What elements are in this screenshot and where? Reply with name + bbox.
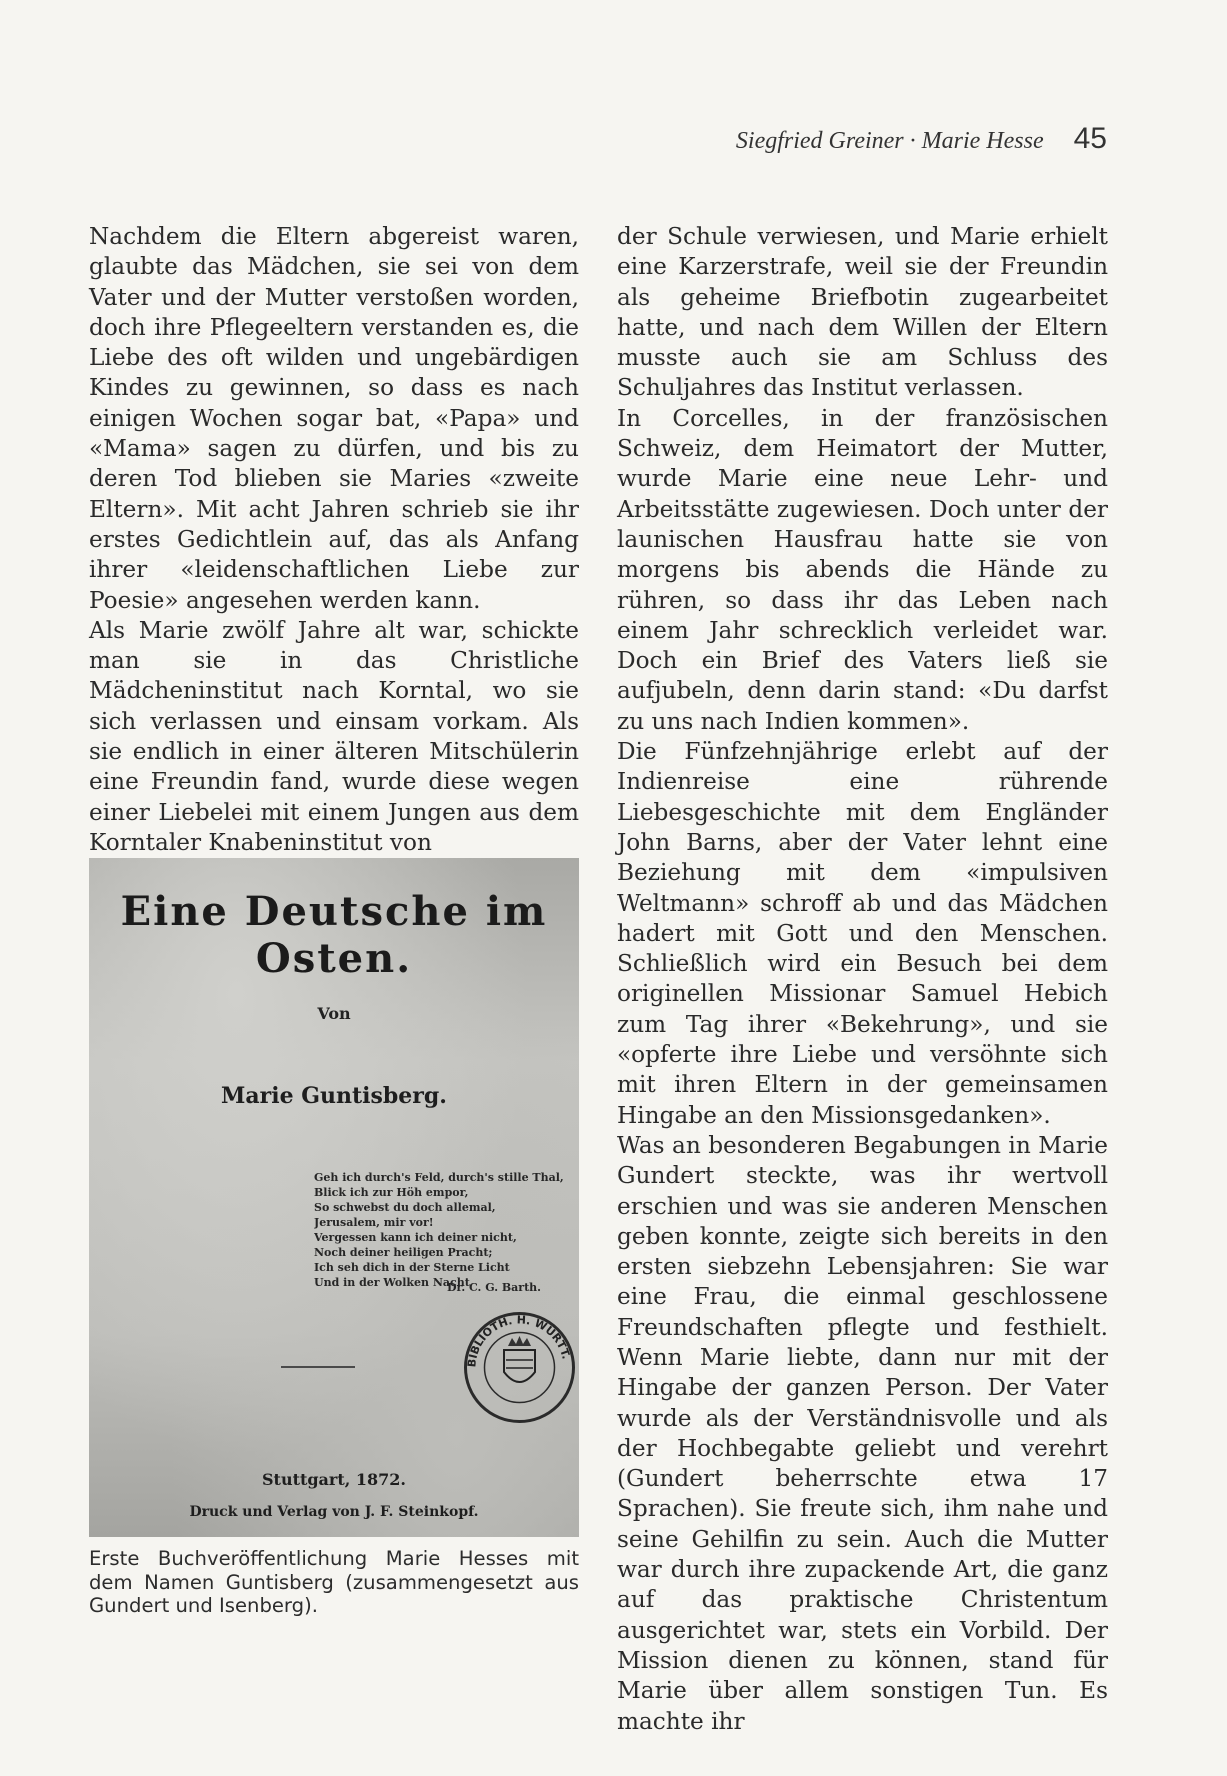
- scan-von: Von: [317, 1004, 351, 1023]
- seal-text: BIBLIOTH. H. WÜRTT.: [465, 1313, 573, 1368]
- paragraph: Die Fünfzehnjährige erlebt auf der Indienreise eine rührende Liebesgeschichte mit dem Engländer John Barns, aber der Vater lehnt eine Beziehung mit dem «impulsiven Weltmann» schroff ab und das Mädchen hadert mit Gott und den Menschen. Schließlich wird ein Besuch bei dem originellen Missionar Samuel Hebich zum Tag ihrer «Bekehrung», und sie «opferte ihre Liebe und versöhnte sich mit ihren Eltern in der gemeinsamen Hingabe an den Missionsgedanken».: [617, 738, 1108, 1129]
- book-cover-figure: [89, 858, 579, 1618]
- scan-printer: Druck und Verlag von J. F. Steinkopf.: [189, 1504, 479, 1520]
- book-title-page-scan: [89, 858, 579, 1537]
- poem-line: Und in der Wolken Nacht: [314, 1276, 470, 1289]
- poem-line: Ich seh dich in der Sterne Licht: [314, 1261, 510, 1274]
- paragraph: Als Marie zwölf Jahre alt war, schickte man sie in das Christliche Mädcheninstitut nach Korntal, wo sie sich verlassen und einsam vorkam. Als sie endlich in einer älteren Mitschülerin eine Freundin fand, wurde diese wegen einer Liebelei mit einem Jungen aus dem Korntaler Knabeninstitut von: [89, 616, 579, 856]
- poem-line: Geh ich durch's Feld, durch's stille Thal,: [314, 1171, 564, 1184]
- poem-line: Vergessen kann ich deiner nicht,: [314, 1231, 517, 1244]
- right-column: [617, 222, 1108, 1737]
- poem-line: Jerusalem, mir vor!: [314, 1216, 434, 1229]
- scan-book-title: Eine Deutsche im Osten.: [120, 888, 548, 982]
- running-title: Siegfried Greiner · Marie Hesse: [735, 128, 1044, 154]
- scan-poem: [314, 1170, 564, 1290]
- scan-divider: [281, 1366, 355, 1368]
- scan-poet: Dr. C. G. Barth.: [447, 1281, 541, 1294]
- page-number: 45: [1073, 122, 1107, 155]
- page-header: [736, 122, 1107, 156]
- scan-author: Marie Guntisberg.: [221, 1083, 447, 1109]
- paragraph: Nachdem die Eltern abgereist waren, glaubte das Mädchen, sie sei von dem Vater und der Mutter verstoßen worden, doch ihre Pflegeeltern verstanden es, die Liebe des oft wilden und ungebärdigen Kindes zu gewinnen, so dass es nach einigen Wochen sogar bat, «Papa» und «Mama» sagen zu dürfen, und bis zu deren Tod blieben sie Maries «zweite Eltern». Mit acht Jahren schrieb sie ihr erstes Gedichtlein auf, das als Anfang ihrer «leidenschaftlichen Liebe zur Poesie» angesehen werden kann.: [89, 223, 579, 614]
- paragraph: der Schule verwiesen, und Marie erhielt eine Karzerstrafe, weil sie der Freundin als geheime Briefbotin zugearbeitet hatte, und nach dem Willen der Eltern musste auch sie am Schluss des Schuljahres das Institut verlassen.: [617, 223, 1108, 402]
- paragraph: In Corcelles, in der französischen Schweiz, dem Heimatort der Mutter, wurde Marie eine neue Lehr- und Arbeitsstätte zugewiesen. Doch unter der launischen Hausfrau hatte sie von morgens bis abends die Hände zu rühren, so dass ihr das Leben nach einem Jahr schrecklich verleidet war. Doch ein Brief des Vaters ließ sie aufjubeln, denn darin stand: «Du darfst zu uns nach Indien kommen».: [617, 404, 1108, 735]
- figure-caption: Erste Buchveröffentlichung Marie Hesses mit dem Namen Guntisberg (zusammengesetzt aus Gundert und Isenberg).: [89, 1547, 579, 1617]
- scan-place-year: Stuttgart, 1872.: [262, 1470, 406, 1489]
- library-stamp-icon: [462, 1310, 577, 1425]
- poem-line: So schwebst du doch allemal,: [314, 1201, 496, 1214]
- poem-line: Noch deiner heiligen Pracht;: [314, 1246, 493, 1259]
- paragraph: Was an besonderen Begabungen in Marie Gundert steckte, was ihr wertvoll erschien und was sie anderen Menschen geben konnte, zeigte sich bereits in den ersten siebzehn Lebensjahren: Sie war eine Frau, die einmal geschlossene Freundschaften pflegte und festhielt. Wenn Marie liebte, dann nur mit der Hingabe der ganzen Person. Der Vater wurde als der Verständnisvolle und als der Hochbegabte geliebt und verehrt (Gundert beherrschte etwa 17 Sprachen). Sie freute sich, ihm nahe und seine Gehilfin zu sein. Auch die Mutter war durch ihre zupackende Art, die ganz auf das praktische Christentum ausgerichtet war, stets ein Vorbild. Der Mission dienen zu können, stand für Marie über allem sonstigen Tun. Es machte ihr: [617, 1131, 1108, 1735]
- left-column: [89, 222, 579, 858]
- poem-line: Blick ich zur Höh empor,: [314, 1186, 469, 1199]
